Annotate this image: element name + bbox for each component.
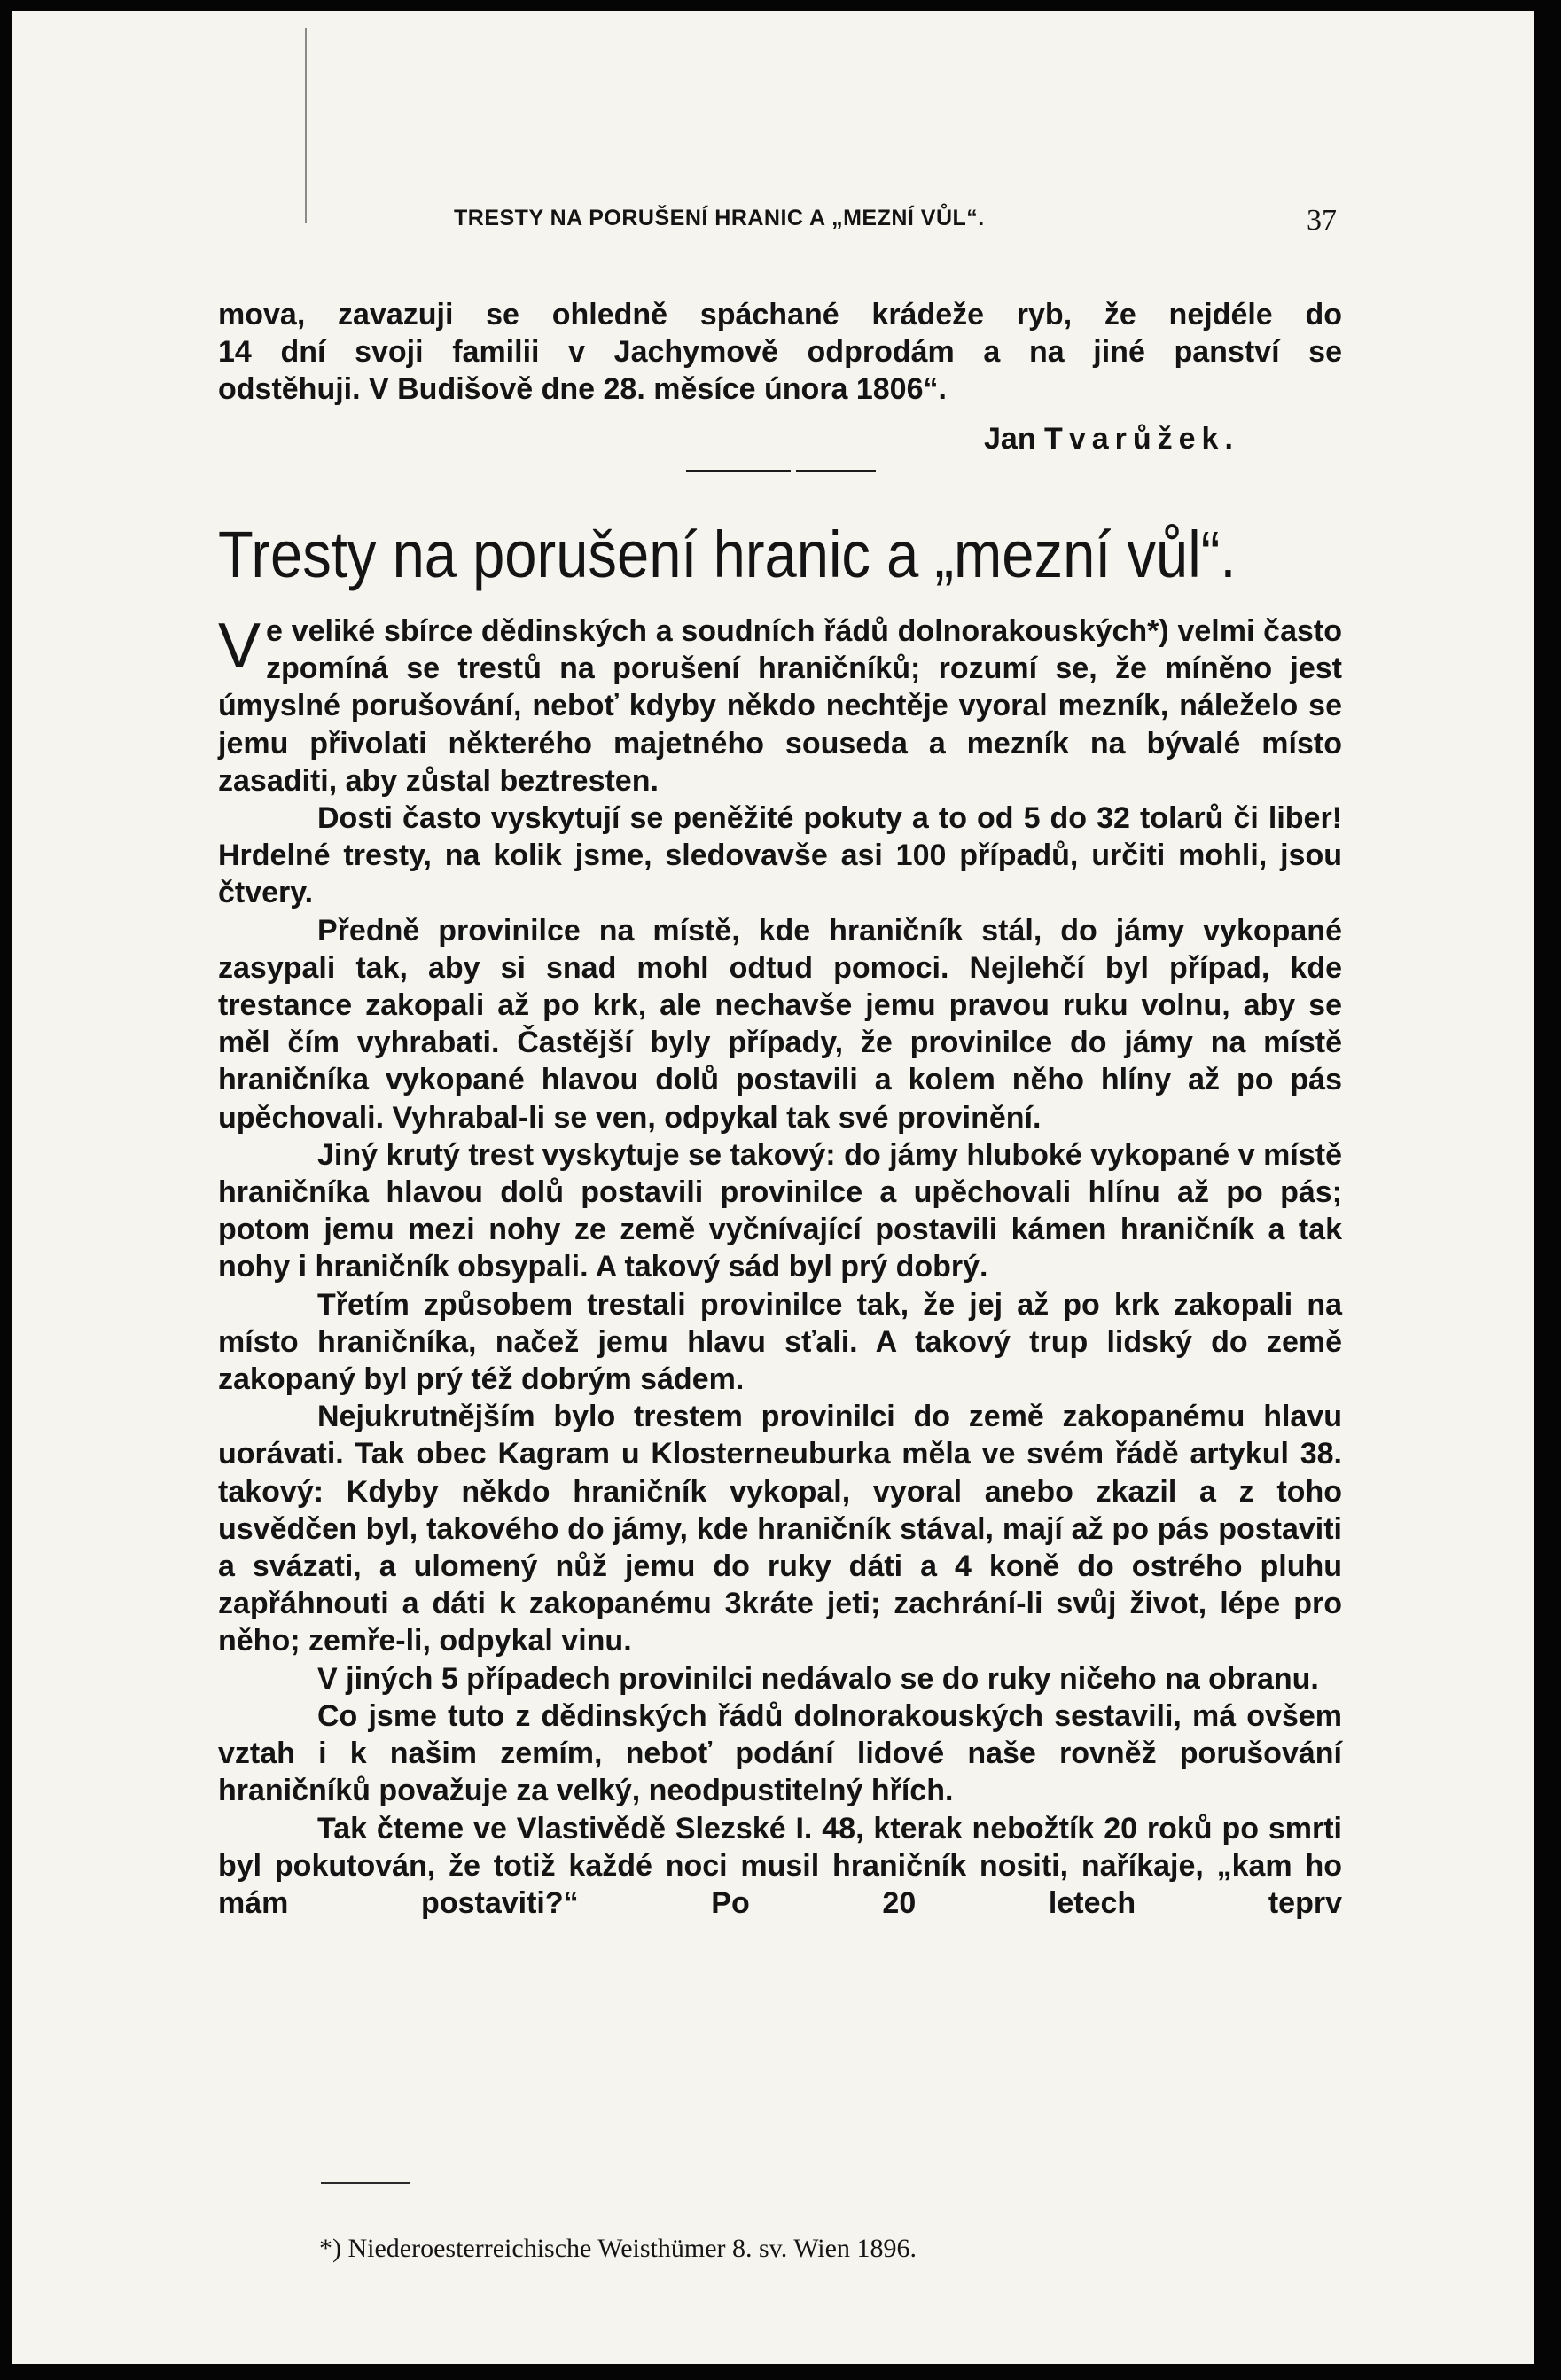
section-separator: [686, 470, 791, 472]
paragraph: Co jsme tuto z dědinských řádů dolnorakouských sestavili, má ovšem vztah i k našim zemím, neboť podání lidové naše rovněž porušování hraničníků považuje za velký, neodpustitelný hřích.: [218, 1698, 1342, 1808]
paragraph: Dosti často vyskytují se peněžité pokuty a to od 5 do 32 tolarů či liber! Hrdelné tresty, na kolik jsme, sledovavše asi 100 případů, určiti mohli, jsou čtvery.: [218, 801, 1342, 910]
drop-cap: V: [218, 611, 261, 682]
section-separator: [796, 470, 876, 472]
article-body: [218, 613, 1342, 1922]
paragraph: V jiných 5 případech provinilci nedávalo se do ruky ničeho na obranu.: [317, 1661, 1319, 1696]
page-number: 37: [1307, 204, 1337, 237]
footnote-rule: [321, 2182, 410, 2184]
book-page: [12, 11, 1534, 2364]
paragraph: Jiný krutý trest vyskytuje se takový: do jámy hluboké vykopané v místě hraničníka hlavou dolů postavili provinilce a upěchovali hlínu až po pás; potom jemu mezi nohy ze země vyčnívající postavili kámen hraničník a tak nohy i hraničník obsypali. A takový sád byl prý dobrý.: [218, 1137, 1342, 1284]
signature-last: Tvarůžek.: [1044, 422, 1239, 456]
intro-line: odstěhuji. V Budišově dne 28. měsíce února 1806“.: [218, 372, 947, 407]
footnote: *) Niederoesterreichische Weisthümer 8. sv. Wien 1896.: [319, 2234, 917, 2263]
paragraph-text: e veliké sbírce dědinských a soudních řádů dolnorakouských*) velmi často zpomíná se trestů na porušení hraničníků; rozumí se, že míněno jest úmyslné porušování, neboť kdyby někdo nechtěje vyoral mezník, náleželo se jemu přivolati některého majetného souseda a mezník na bývalé místo zasaditi, aby zůstal beztresten.: [218, 614, 1342, 798]
article-title: Tresty na porušení hranic a „mezní vůl“.: [218, 518, 1237, 591]
margin-rule: [305, 28, 307, 223]
running-title: TRESTY NA PORUŠENÍ HRANIC A „MEZNÍ VŮL“.: [454, 206, 985, 230]
signature: [984, 422, 1239, 456]
intro-line: mova, zavazuji se ohledně spáchané krádeže ryb, že nejdéle do: [218, 298, 1342, 332]
paragraph: Tak čteme ve Vlastivědě Slezské I. 48, kterak nebožtík 20 roků po smrti byl pokutován, že totiž každé noci musil hraničník nositi, naříkaje, „kam ho mám postaviti?“ Po 20 letech teprv: [218, 1811, 1342, 1920]
paragraph: Předně provinilce na místě, kde hraničník stál, do jámy vykopané zasypali tak, aby si snad mohl odtud pomoci. Nejlehčí byl případ, kde trestance zakopali až po krk, ale nechavše jemu pravou ruku volnu, aby se měl čím vyhrabati. Častější byly případy, že provinilce do jámy na místě hraničníka vykopané hlavou dolů postavili a kolem něho hlíny až po pás upěchovali. Vyhrabal-li se ven, odpykal tak své provinění.: [218, 913, 1342, 1135]
paragraph: [218, 613, 1342, 800]
paragraph: Třetím způsobem trestali provinilce tak, že jej až po krk zakopali na místo hraničníka, načež jemu hlavu sťali. A takový trup lidský do země zakopaný byl prý též dobrým sádem.: [218, 1287, 1342, 1397]
paragraph: Nejukrutnějším bylo trestem provinilci do země zakopanému hlavu uorávati. Tak obec Kagram u Klosterneuburka měla ve svém řádě artykul 38. takový: Kdyby někdo hraničník vykopal, vyoral anebo zkazil a z toho usvědčen byl, takového do jámy, kde hraničník stával, mají až po pás postaviti a svázati, a ulomený nůž jemu do ruky dáti a 4 koně do ostrého pluhu zapřáhnouti a dáti k zakopanému 3kráte jeti; zachrání-li svůj život, lépe pro něho; zemře-li, odpykal vinu.: [218, 1400, 1342, 1658]
intro-line: 14 dní svoji familii v Jachymově odprodám a na jiné panství se: [218, 335, 1342, 370]
intro-text: [218, 296, 1342, 409]
signature-first: Jan: [984, 422, 1036, 456]
